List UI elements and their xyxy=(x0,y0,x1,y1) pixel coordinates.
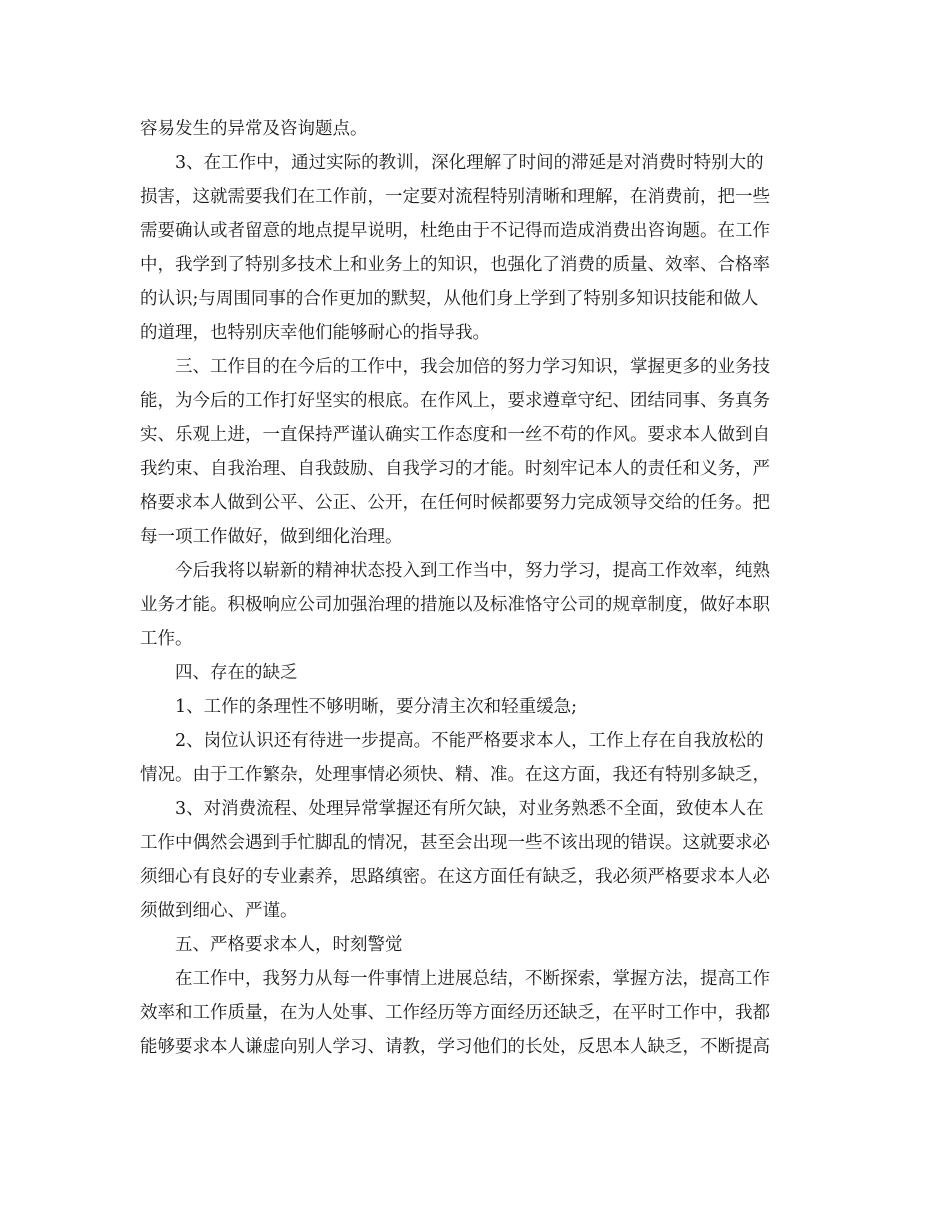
text-line: 2、岗位认识还有待进一步提高。不能严格要求本人，工作上存在自我放松的 xyxy=(140,731,764,751)
text-line: 四、存在的缺乏 xyxy=(140,663,298,683)
text-line: 在工作中，我努力从每一件事情上进展总结，不断探索，掌握方法，提高工作 xyxy=(140,969,770,989)
text-line: 3、对消费流程、处理异常掌握还有所欠缺，对业务熟悉不全面，致使本人在 xyxy=(140,799,764,819)
text-line: 情况。由于工作繁杂，处理事情必须快、精、准。在这方面，我还有特别多缺乏， xyxy=(140,765,770,785)
text-line: 我约束、自我治理、自我鼓励、自我学习的才能。时刻牢记本人的责任和义务，严 xyxy=(140,459,770,479)
text-line: 格要求本人做到公平、公正、公开，在任何时候都要努力完成领导交给的任务。把 xyxy=(140,493,770,513)
text-line: 效率和工作质量，在为人处事、工作经历等方面经历还缺乏，在平时工作中，我都 xyxy=(140,1003,770,1023)
text-line: 需要确认或者留意的地点提早说明，杜绝由于不记得而造成消费出咨询题。在工作 xyxy=(140,221,770,241)
text-line: 业务才能。积极响应公司加强治理的措施以及标准恪守公司的规章制度，做好本职 xyxy=(140,595,770,615)
paragraph xyxy=(140,112,812,146)
text-line: 容易发生的异常及咨询题点。 xyxy=(140,119,368,139)
paragraph xyxy=(140,792,812,928)
text-line: 工作中偶然会遇到手忙脚乱的情况，甚至会出现一些不该出现的错误。这就要求必 xyxy=(140,833,770,853)
text-line: 损害，这就需要我们在工作前，一定要对流程特别清晰和理解，在消费前，把一些 xyxy=(140,187,770,207)
paragraph xyxy=(140,146,812,350)
text-line: 实、乐观上进，一直保持严谨认确实工作态度和一丝不苟的作风。要求本人做到自 xyxy=(140,425,770,445)
text-line: 的道理，也特别庆幸他们能够耐心的指导我。 xyxy=(140,323,490,343)
text-line: 能，为今后的工作打好坚实的根底。在作风上，要求遵章守纪、团结同事、务真务 xyxy=(140,391,770,411)
text-line: 五、严格要求本人，时刻警觉 xyxy=(140,935,403,955)
paragraph xyxy=(140,928,812,962)
text-line: 中，我学到了特别多技术上和业务上的知识，也强化了消费的质量、效率、合格率 xyxy=(140,255,770,275)
text-line: 的认识;与周围同事的合作更加的默契，从他们身上学到了特别多知识技能和做人 xyxy=(140,289,759,309)
paragraph xyxy=(140,554,812,656)
paragraph xyxy=(140,962,812,1064)
text-line: 每一项工作做好，做到细化治理。 xyxy=(140,527,403,547)
paragraph xyxy=(140,690,812,724)
text-line: 能够要求本人谦虚向别人学习、请教，学习他们的长处，反思本人缺乏，不断提高 xyxy=(140,1037,770,1057)
text-line: 三、工作目的在今后的工作中，我会加倍的努力学习知识，掌握更多的业务技 xyxy=(140,357,770,377)
text-line: 工作。 xyxy=(140,629,193,649)
text-line: 须做到细心、严谨。 xyxy=(140,901,298,921)
paragraph xyxy=(140,656,812,690)
document-body xyxy=(140,112,812,1064)
text-line: 3、在工作中，通过实际的教训，深化理解了时间的滞延是对消费时特别大的 xyxy=(140,153,764,173)
text-line: 1、工作的条理性不够明晰，要分清主次和轻重缓急; xyxy=(140,697,578,717)
text-line: 须细心有良好的专业素养，思路缜密。在这方面任有缺乏，我必须严格要求本人必 xyxy=(140,867,770,887)
paragraph xyxy=(140,724,812,792)
paragraph xyxy=(140,350,812,554)
text-line: 今后我将以崭新的精神状态投入到工作当中，努力学习，提高工作效率，纯熟 xyxy=(140,561,770,581)
